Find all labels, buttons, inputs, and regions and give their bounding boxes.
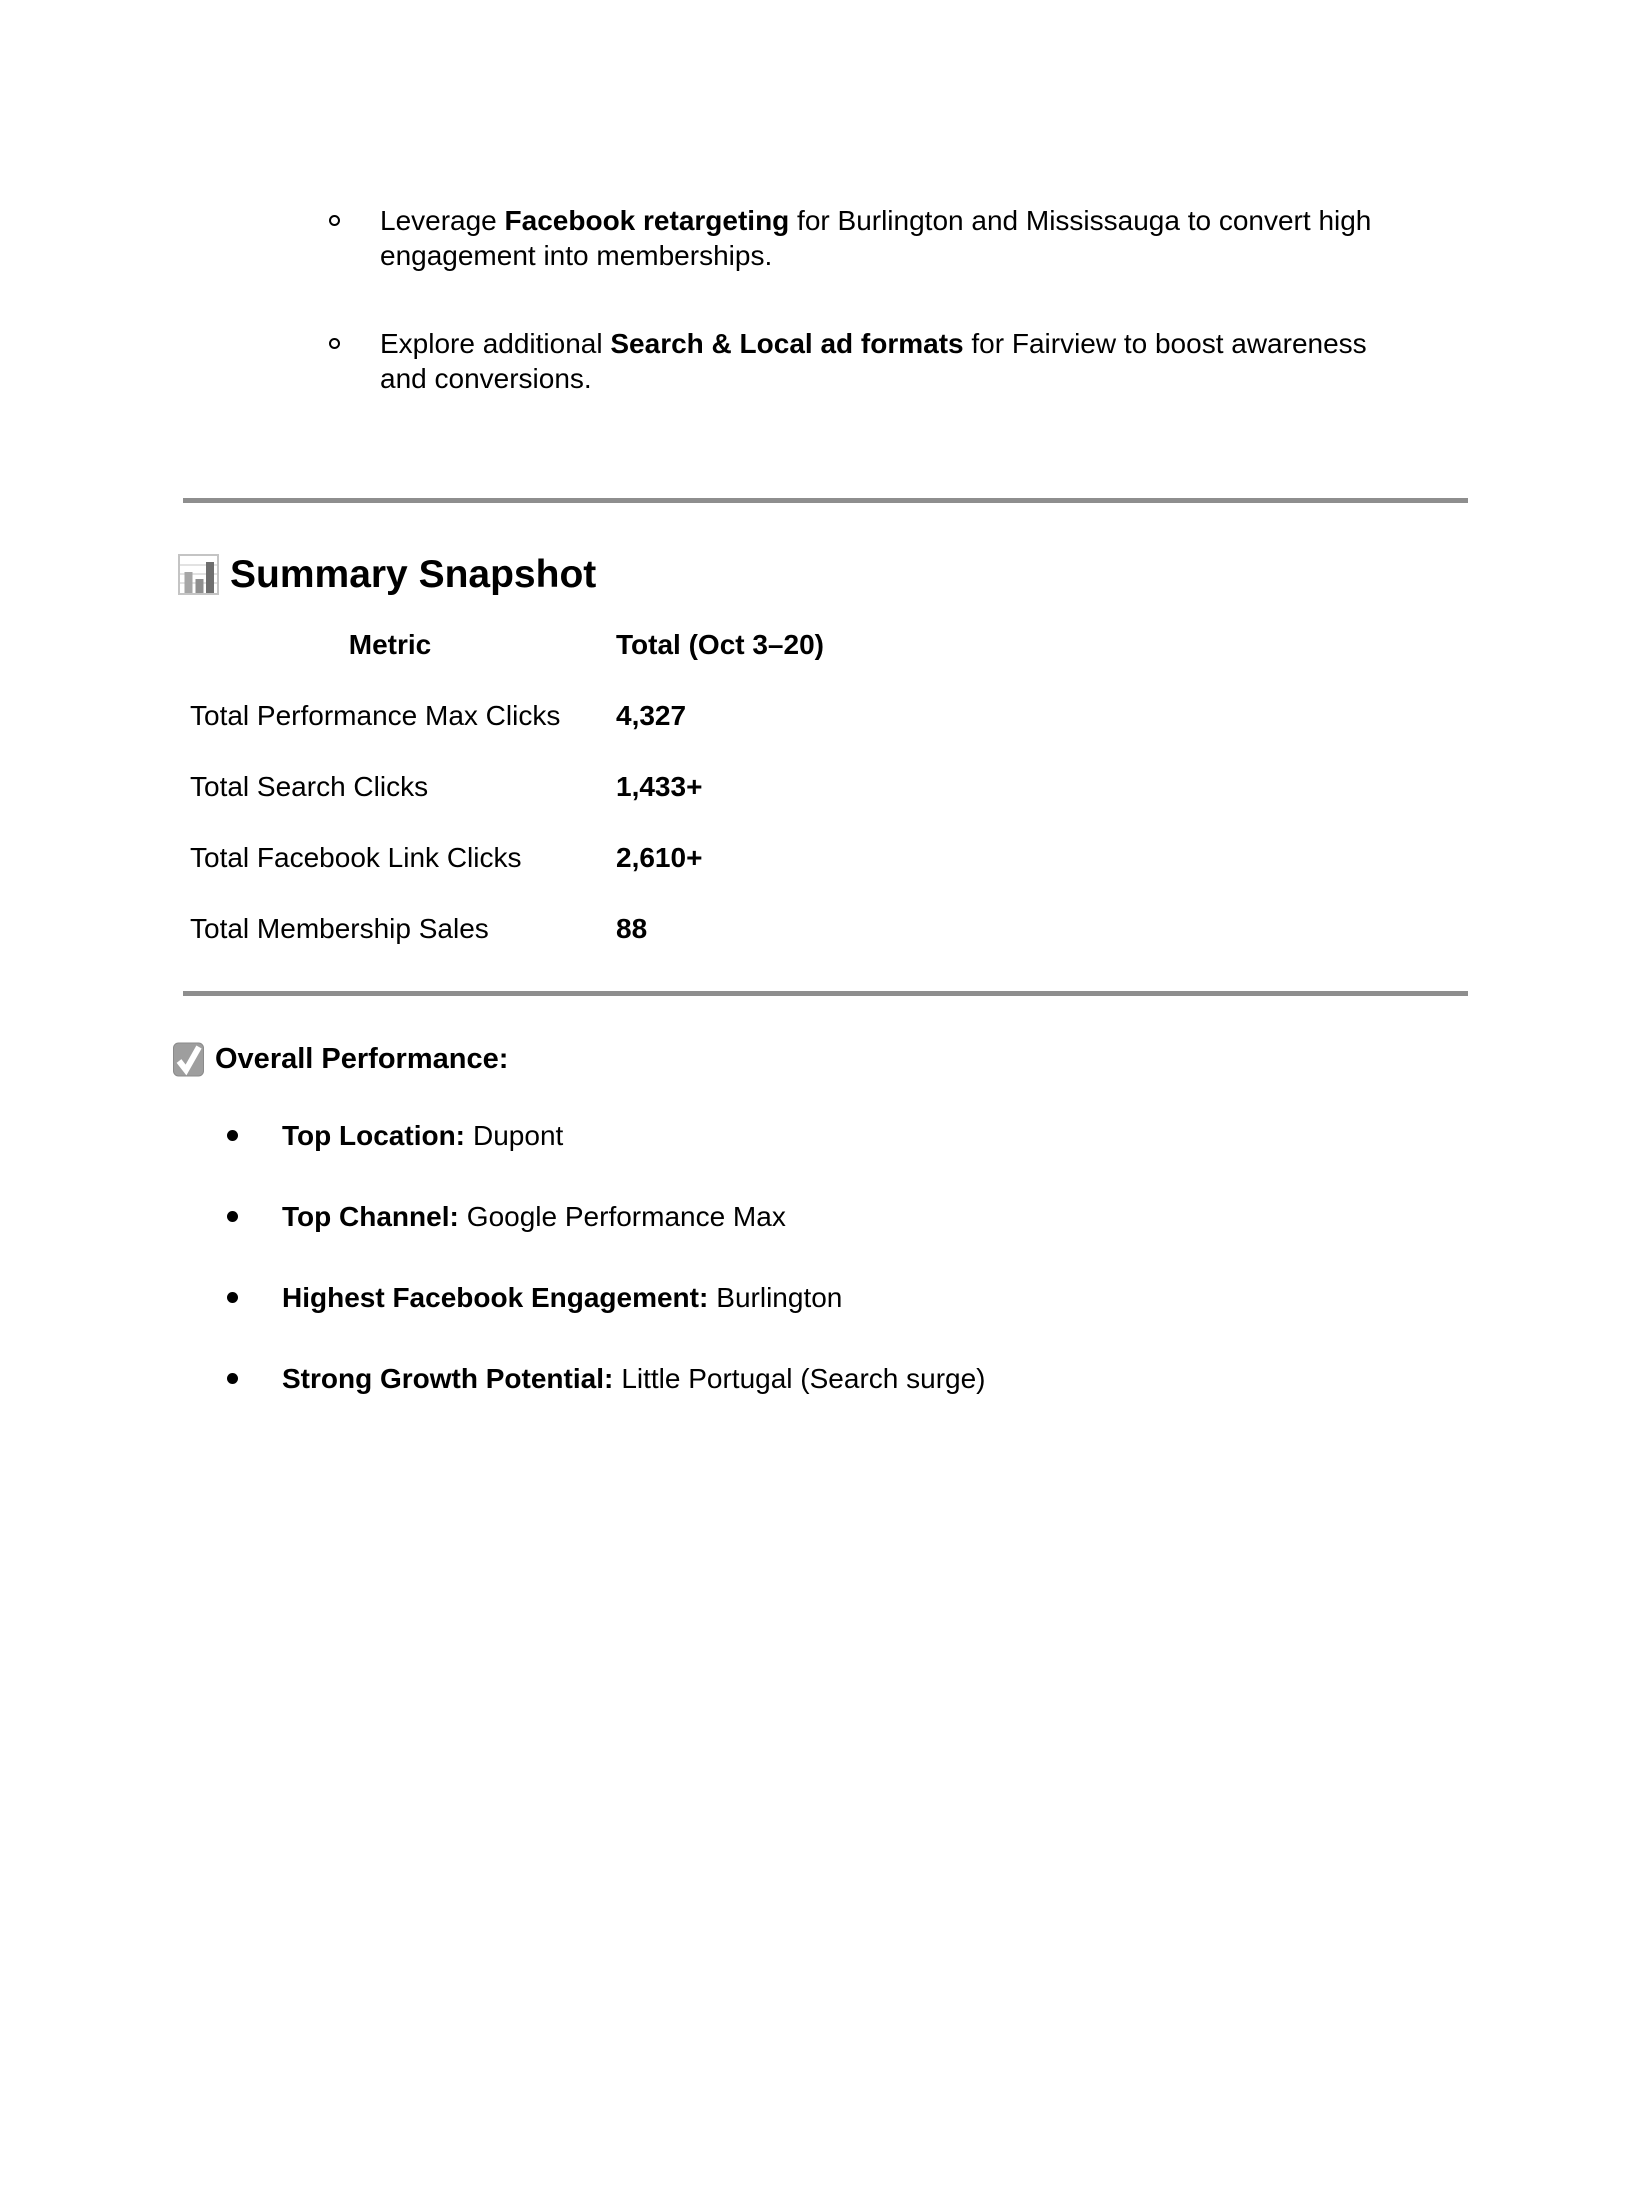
- list-item-line: [380, 326, 1390, 361]
- list-item: [282, 1361, 986, 1396]
- list-item: [380, 326, 1390, 396]
- overall-performance-title: Overall Performance:: [215, 1043, 509, 1075]
- text-segment: for Burlington and Mississauga to convert high: [789, 205, 1372, 236]
- table-cell-value: 1,433+: [616, 771, 703, 802]
- item-value: Burlington: [716, 1282, 843, 1313]
- table-cell-value: 2,610+: [616, 842, 703, 873]
- horizontal-rule: [183, 498, 1468, 503]
- text-segment: Leverage: [380, 205, 505, 236]
- table-cell-value: 4,327: [616, 700, 687, 731]
- circle-bullet-icon: [329, 215, 340, 226]
- table-header-metric: Metric: [348, 629, 432, 660]
- list-item-line: [380, 238, 1390, 273]
- text-segment-bold: Facebook retargeting: [504, 205, 790, 236]
- disc-bullet-icon: [227, 1130, 238, 1141]
- list-item: [380, 203, 1390, 273]
- text-segment: engagement into memberships.: [380, 240, 773, 271]
- item-label: Strong Growth Potential:: [282, 1363, 614, 1394]
- table-cell-value: 88: [616, 913, 648, 944]
- item-label: Top Location:: [282, 1120, 465, 1151]
- item-label: Top Channel:: [282, 1201, 459, 1232]
- text-segment: Explore additional: [380, 328, 611, 359]
- text-segment-bold: Search & Local ad formats: [610, 328, 964, 359]
- table-cell-metric: Total Performance Max Clicks: [190, 700, 561, 731]
- list-item-line: [380, 203, 1390, 238]
- checkbox-icon: [173, 1041, 204, 1077]
- table-header-total: Total (Oct 3–20): [616, 629, 824, 660]
- item-value: Google Performance Max: [466, 1201, 786, 1232]
- item-value: Little Portugal (Search surge): [621, 1363, 986, 1394]
- list-item-line: [380, 361, 1390, 396]
- disc-bullet-icon: [227, 1373, 238, 1384]
- disc-bullet-icon: [227, 1211, 238, 1222]
- item-value: Dupont: [473, 1120, 564, 1151]
- list-item: [282, 1280, 842, 1315]
- horizontal-rule: [183, 991, 1468, 996]
- list-item: [282, 1199, 786, 1234]
- table-cell-metric: Total Search Clicks: [190, 771, 429, 802]
- text-segment: and conversions.: [380, 363, 592, 394]
- table-cell-metric: Total Facebook Link Clicks: [190, 842, 522, 873]
- disc-bullet-icon: [227, 1292, 238, 1303]
- bar-chart-icon: [178, 554, 219, 595]
- list-item: [282, 1118, 563, 1153]
- text-segment: for Fairview to boost awareness: [963, 328, 1367, 359]
- summary-snapshot-title: Summary Snapshot: [230, 553, 597, 596]
- table-cell-metric: Total Membership Sales: [190, 913, 489, 944]
- circle-bullet-icon: [329, 338, 340, 349]
- item-label: Highest Facebook Engagement:: [282, 1282, 709, 1313]
